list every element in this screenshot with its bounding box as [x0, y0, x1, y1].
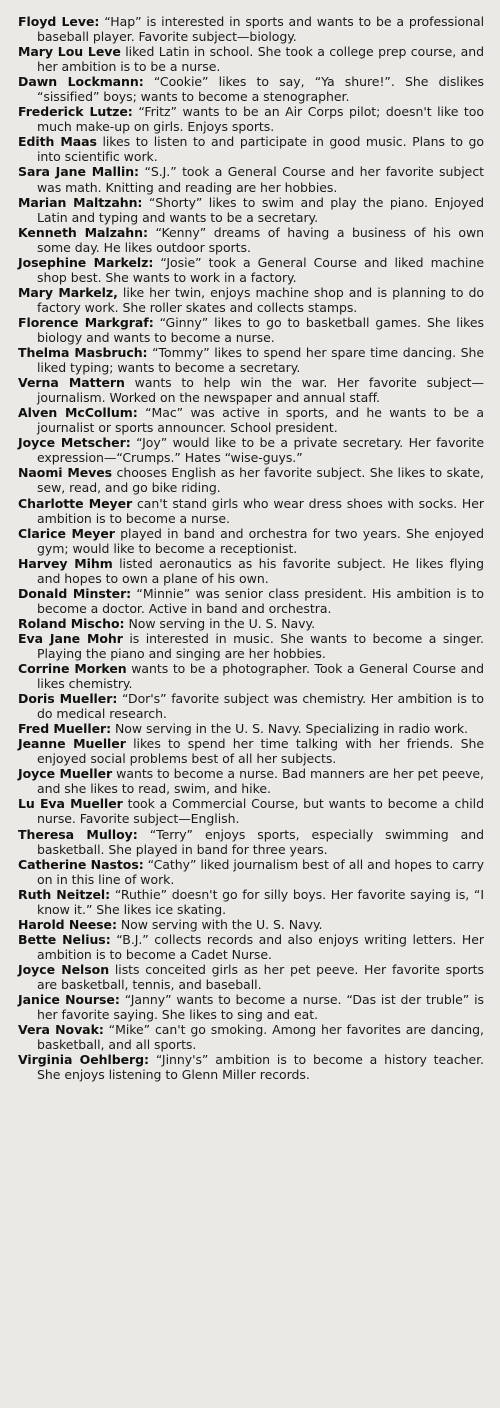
student-name: Marian Maltzahn:	[18, 194, 143, 210]
student-description: “Tommy” likes to spend her spare time dancing. She liked typing; wants to become a secretary.	[37, 345, 484, 376]
student-name: Doris Mueller:	[18, 691, 118, 707]
list-item	[18, 827, 484, 857]
student-name: Theresa Mulloy:	[18, 826, 138, 842]
student-name: Harold Neese:	[18, 916, 117, 932]
list-item	[18, 74, 484, 104]
student-description: is interested in music. She wants to become a singer. Playing the piano and singing are her hobbies.	[37, 630, 484, 661]
student-description: “Janny” wants to become a nurse. “Das ist der truble” is her favorite saying. She likes to sing and eat.	[37, 992, 484, 1023]
list-item	[18, 526, 484, 556]
student-description: like her twin, enjoys machine shop and is planning to do factory work. She roller skates and collects stamps.	[37, 284, 484, 315]
student-name: Roland Mischo:	[18, 615, 125, 631]
list-item	[18, 932, 484, 962]
student-name: Harvey Mihm	[18, 555, 113, 571]
list-item	[18, 736, 484, 766]
student-description: liked Latin in school. She took a college prep course, and her ambition is to be a nurse.	[37, 44, 484, 75]
list-item	[18, 225, 484, 255]
student-description: “Kenny” dreams of having a business of his own some day. He likes outdoor sports.	[37, 224, 484, 255]
student-description: “Jinny's” ambition is to become a history teacher. She enjoys listening to Glenn Miller records.	[37, 1052, 484, 1083]
list-item	[18, 285, 484, 315]
list-item	[18, 766, 484, 796]
student-name: Sara Jane Mallin:	[18, 164, 139, 180]
list-item	[18, 586, 484, 616]
student-name: Joyce Mueller	[18, 766, 113, 782]
student-name: Charlotte Meyer	[18, 495, 133, 511]
student-description: “Shorty” likes to swim and play the piano. Enjoyed Latin and typing and wants to be a secretary.	[37, 194, 484, 225]
list-item	[18, 496, 484, 526]
student-name: Fred Mueller:	[18, 721, 112, 737]
student-description: chooses English as her favorite subject. She likes to skate, sew, read, and go bike riding.	[37, 465, 484, 496]
list-item	[18, 405, 484, 435]
list-item	[18, 1022, 484, 1052]
list-item	[18, 134, 484, 164]
list-item	[18, 721, 484, 736]
student-name: Kenneth Malzahn:	[18, 224, 148, 240]
student-description: listed aeronautics as his favorite subject. He likes flying and hopes to own a plane of his own.	[37, 555, 484, 586]
list-item	[18, 691, 484, 721]
list-item	[18, 962, 484, 992]
student-description: “Ginny” likes to go to basketball games. She likes biology and wants to become a nurse.	[37, 314, 484, 345]
list-item	[18, 631, 484, 661]
student-description: “Hap” is interested in sports and wants to be a professional baseball player. Favorite subject—biology.	[37, 14, 484, 45]
student-name: Floyd Leve:	[18, 14, 100, 29]
student-name: Clarice Meyer	[18, 525, 115, 541]
student-name: Dawn Lockmann:	[18, 74, 144, 90]
student-description: “Dor's” favorite subject was chemistry. Her ambition is to do medical research.	[37, 691, 484, 722]
student-description: can't stand girls who wear dress shoes with socks. Her ambition is to become a nurse.	[37, 495, 484, 526]
student-name: Lu Eva Mueller	[18, 796, 123, 812]
student-name: Bette Nelius:	[18, 931, 111, 947]
student-name: Frederick Lutze:	[18, 104, 133, 120]
list-item	[18, 465, 484, 495]
list-item	[18, 616, 484, 631]
list-item	[18, 345, 484, 375]
list-item	[18, 14, 484, 44]
student-name: Edith Maas	[18, 134, 97, 150]
list-item	[18, 796, 484, 826]
student-name: Mary Markelz,	[18, 284, 118, 300]
student-description: likes to listen to and participate in good music. Plans to go into scientific work.	[37, 134, 484, 165]
student-name: Vera Novak:	[18, 1022, 104, 1038]
student-name: Florence Markgraf:	[18, 314, 154, 330]
list-item	[18, 435, 484, 465]
student-description: Now serving with the U. S. Navy.	[120, 916, 323, 932]
student-name: Janice Nourse:	[18, 992, 120, 1008]
student-description: likes to spend her time talking with her friends. She enjoyed social problems best of all her subjects.	[37, 736, 484, 767]
yearbook-senior-entries	[18, 14, 484, 1082]
student-name: Ruth Neitzel:	[18, 886, 111, 902]
student-description: “B.J.” collects records and also enjoys writing letters. Her ambition is to become a Cadet Nurse.	[37, 931, 485, 962]
student-description: wants to become a nurse. Bad manners are her pet peeve, and she likes to read, swim, and hike.	[37, 766, 484, 797]
student-name: Joyce Metscher:	[18, 435, 131, 451]
student-description: wants to be a photographer. Took a General Course and likes chemistry.	[37, 661, 484, 692]
student-name: Josephine Markelz:	[18, 254, 154, 270]
student-description: “Cathy” liked journalism best of all and hopes to carry on in this line of work.	[37, 856, 484, 887]
list-item	[18, 887, 484, 917]
student-description: “Cookie” likes to say, “Ya shure!”. She dislikes “sissified” boys; wants to become a stenographer.	[37, 74, 484, 105]
student-description: took a Commercial Course, but wants to become a child nurse. Favorite subject—English.	[37, 796, 484, 827]
student-name: Thelma Masbruch:	[18, 345, 148, 361]
student-name: Catherine Nastos:	[18, 856, 144, 872]
list-item	[18, 556, 484, 586]
student-description: Now serving in the U. S. Navy.	[128, 615, 316, 631]
student-description: “Terry” enjoys sports, especially swimming and basketball. She played in band for three years.	[37, 826, 484, 857]
list-item	[18, 661, 484, 691]
student-description: Now serving in the U. S. Navy. Specializing in radio work.	[115, 721, 468, 737]
student-description: lists conceited girls as her pet peeve. Her favorite sports are basketball, tennis, and baseball.	[37, 961, 484, 992]
student-description: “Ruthie” doesn't go for silly boys. Her favorite saying is, “I know it.” She likes ice skating.	[37, 886, 484, 917]
list-item	[18, 857, 484, 887]
list-item	[18, 375, 484, 405]
student-name: Alven McCollum:	[18, 405, 138, 421]
list-item	[18, 315, 484, 345]
list-item	[18, 164, 484, 194]
student-name: Virginia Oehlberg:	[18, 1052, 149, 1068]
student-name: Corrine Morken	[18, 661, 127, 677]
student-description: played in band and orchestra for two years. She enjoyed gym; would like to become a receptionist.	[37, 525, 485, 556]
student-name: Donald Minster:	[18, 585, 132, 601]
student-description: “Minnie” was senior class president. His ambition is to become a doctor. Active in band and orchestra.	[37, 585, 484, 616]
student-name: Mary Lou Leve	[18, 44, 121, 60]
student-name: Jeanne Mueller	[18, 736, 126, 752]
list-item	[18, 104, 484, 134]
list-item	[18, 44, 484, 74]
student-description: “Joy” would like to be a private secretary. Her favorite expression—“Crumps.” Hates “wise-guys.”	[37, 435, 484, 466]
student-name: Joyce Nelson	[18, 961, 110, 977]
list-item	[18, 992, 484, 1022]
student-description: “S.J.” took a General Course and her favorite subject was math. Knitting and reading are her hobbies.	[37, 164, 484, 195]
student-description: “Josie” took a General Course and liked machine shop best. She wants to work in a factory.	[37, 254, 484, 285]
student-description: “Mike” can't go smoking. Among her favorites are dancing, basketball, and all sports.	[37, 1022, 484, 1053]
list-item	[18, 917, 484, 932]
list-item	[18, 1052, 484, 1082]
student-description: “Fritz” wants to be an Air Corps pilot; doesn't like too much make-up on girls. Enjoys sports.	[37, 104, 484, 135]
student-name: Naomi Meves	[18, 465, 113, 481]
student-name: Eva Jane Mohr	[18, 630, 123, 646]
student-description: “Mac” was active in sports, and he wants to be a journalist or sports announcer. School president.	[37, 405, 484, 436]
list-item	[18, 255, 484, 285]
student-name: Verna Mattern	[18, 375, 125, 391]
student-description: wants to help win the war. Her favorite subject—journalism. Worked on the newspaper and annual staff.	[37, 375, 484, 406]
list-item	[18, 195, 484, 225]
